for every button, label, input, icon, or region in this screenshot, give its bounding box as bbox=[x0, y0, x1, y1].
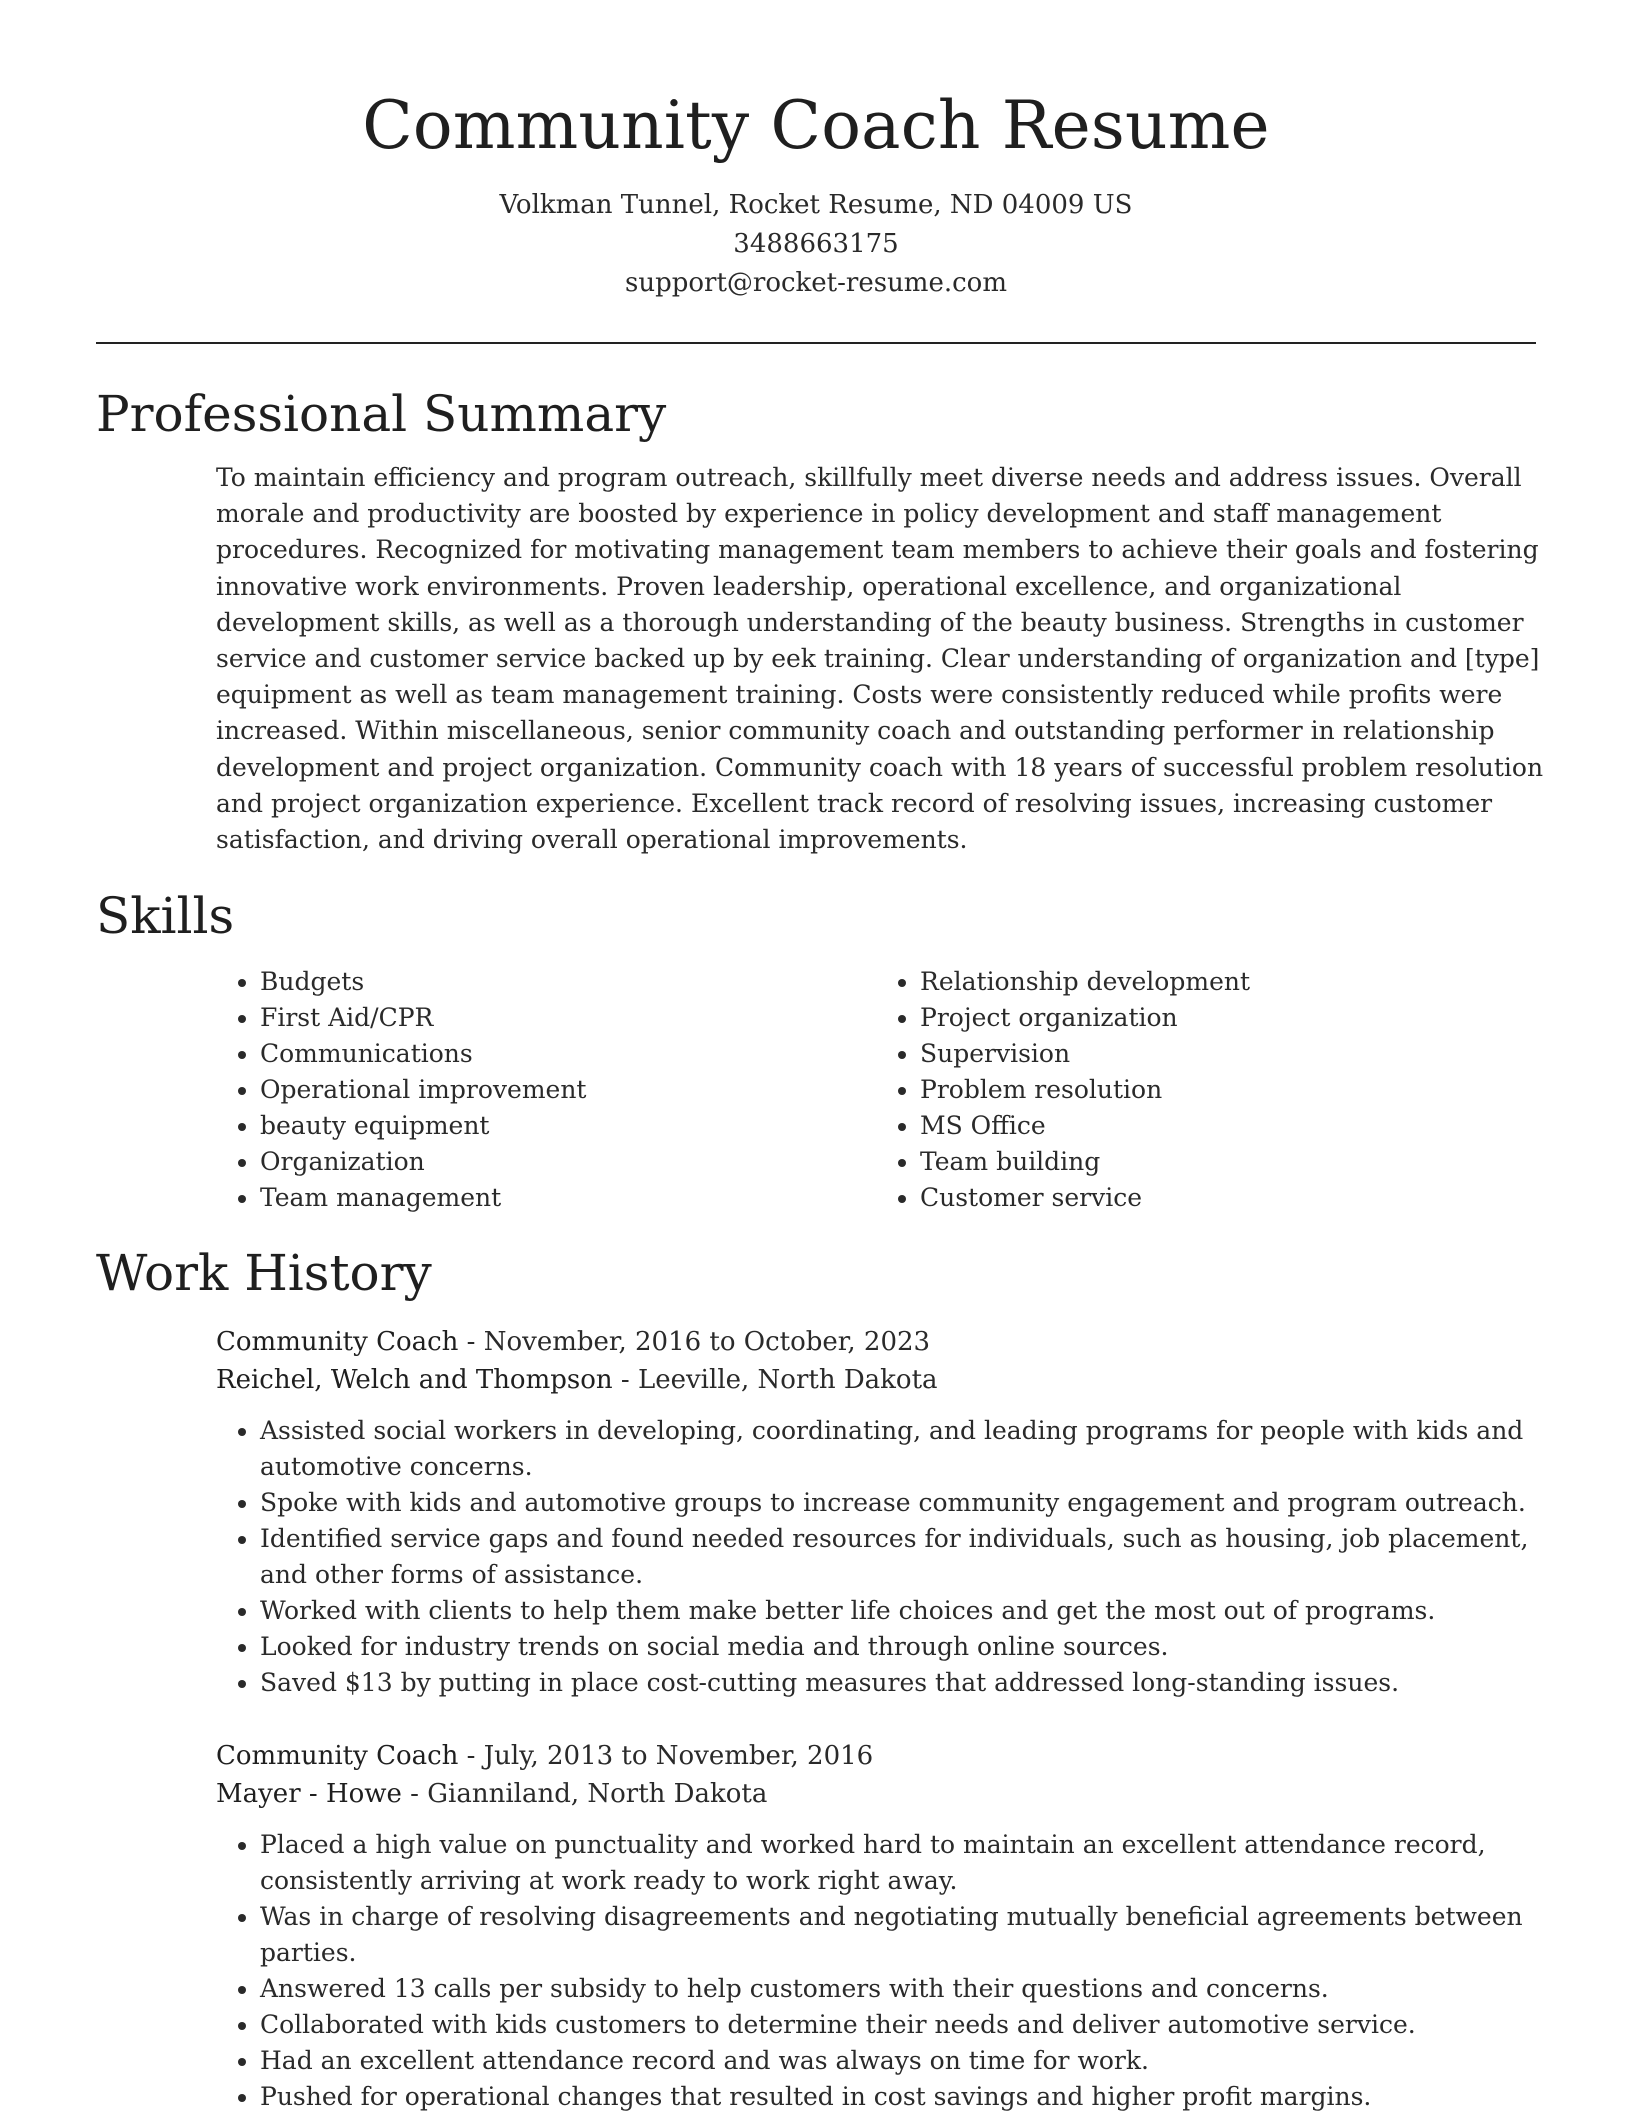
header-divider bbox=[96, 342, 1536, 344]
contact-block bbox=[0, 186, 1632, 303]
skill-item: • Communications bbox=[260, 1036, 876, 1072]
skill-item: • Relationship development bbox=[920, 964, 1536, 1000]
job-bullet: • Pushed for operational changes that resulted in cost savings and higher profit margins. bbox=[260, 2079, 1546, 2112]
skill-item: • Problem resolution bbox=[920, 1072, 1536, 1108]
job-bullet: • Saved $13 by putting in place cost-cutting measures that addressed long-standing issues. bbox=[260, 1665, 1546, 1701]
job-company: Reichel, Welch and Thompson bbox=[216, 1365, 613, 1395]
skill-item: • Team management bbox=[260, 1180, 876, 1216]
job-entry bbox=[216, 1323, 1546, 1701]
job-company: Mayer - Howe bbox=[216, 1779, 402, 1809]
job-bullet: • Worked with clients to help them make better life choices and get the most out of programs. bbox=[260, 1593, 1546, 1629]
skill-item: • beauty equipment bbox=[260, 1108, 876, 1144]
job-bullet: • Had an excellent attendance record and was always on time for work. bbox=[260, 2043, 1546, 2079]
job-dates: - July, 2013 to November, 2016 bbox=[458, 1741, 874, 1771]
job-bullet: • Looked for industry trends on social media and through online sources. bbox=[260, 1629, 1546, 1665]
job-bullet: • Assisted social workers in developing, coordinating, and leading programs for people with kids and automotive concerns. bbox=[260, 1413, 1546, 1485]
contact-address: Volkman Tunnel, Rocket Resume, ND 04009 US bbox=[499, 190, 1133, 220]
job-bullet: • Placed a high value on punctuality and worked hard to maintain an excellent attendance record, consistently arriving at work ready to work right away. bbox=[260, 1827, 1546, 1899]
skill-item: • Supervision bbox=[920, 1036, 1536, 1072]
skill-item: • MS Office bbox=[920, 1108, 1536, 1144]
contact-email: support@rocket-resume.com bbox=[624, 268, 1007, 298]
job-location: - Gianniland, North Dakota bbox=[401, 1779, 768, 1809]
job-bullet: • Was in charge of resolving disagreements and negotiating mutually beneficial agreements between parties. bbox=[260, 1899, 1546, 1971]
skill-item: • Organization bbox=[260, 1144, 876, 1180]
skill-item: • Team building bbox=[920, 1144, 1536, 1180]
skill-item: • Budgets bbox=[260, 964, 876, 1000]
section-heading-skills: Skills bbox=[96, 887, 235, 945]
resume-title: Community Coach Resume bbox=[362, 87, 1270, 164]
contact-phone: 3488663175 bbox=[733, 229, 899, 259]
job-bullet: • Spoke with kids and automotive groups to increase community engagement and program outreach. bbox=[260, 1485, 1546, 1521]
section-heading-summary: Professional Summary bbox=[96, 385, 667, 443]
skill-item: • Customer service bbox=[920, 1180, 1536, 1216]
section-heading-work-history: Work History bbox=[96, 1244, 432, 1302]
skill-item: • Project organization bbox=[920, 1000, 1536, 1036]
job-bullets bbox=[216, 1413, 1546, 1701]
job-role: Community Coach bbox=[216, 1327, 459, 1357]
skills-column-right bbox=[876, 964, 1536, 1216]
skills-column-left bbox=[216, 964, 876, 1216]
job-location: - Leeville, North Dakota bbox=[612, 1365, 938, 1395]
job-dates: - November, 2016 to October, 2023 bbox=[458, 1327, 931, 1357]
job-bullet: • Collaborated with kids customers to determine their needs and deliver automotive service. bbox=[260, 2007, 1546, 2043]
job-title-line bbox=[216, 1737, 1546, 1775]
skill-item: • Operational improvement bbox=[260, 1072, 876, 1108]
summary-text: To maintain efficiency and program outreach, skillfully meet diverse needs and address issues. Overall morale and productivity are boosted by experience in policy development and staff management procedures. Recognized for motivating management team members to achieve their goals and fostering innovative work environments. Proven leadership, operational excellence, and organizational development skills, as well as a thorough understanding of the beauty business. Strengths in customer service and customer service backed up by eek training. Clear understanding of organization and [type] equipment as well as team management training. Costs were consistently reduced while profits were increased. Within miscellaneous, senior community coach and outstanding performer in relationship development and project organization. Community coach with 18 years of successful problem resolution and project organization experience. Excellent track record of resolving issues, increasing customer satisfaction, and driving overall operational improvements. bbox=[216, 463, 1544, 855]
job-company-line bbox=[216, 1361, 1546, 1399]
skill-item: • First Aid/CPR bbox=[260, 1000, 876, 1036]
skills-list bbox=[216, 964, 1536, 1216]
job-bullets bbox=[216, 1827, 1546, 2112]
job-bullet: • Answered 13 calls per subsidy to help customers with their questions and concerns. bbox=[260, 1971, 1546, 2007]
job-bullet: • Identified service gaps and found needed resources for individuals, such as housing, job placement, and other forms of assistance. bbox=[260, 1521, 1546, 1593]
job-role: Community Coach bbox=[216, 1741, 459, 1771]
resume-header bbox=[0, 0, 1632, 303]
job-entry bbox=[216, 1737, 1546, 2112]
job-company-line bbox=[216, 1775, 1546, 1813]
job-title-line bbox=[216, 1323, 1546, 1361]
